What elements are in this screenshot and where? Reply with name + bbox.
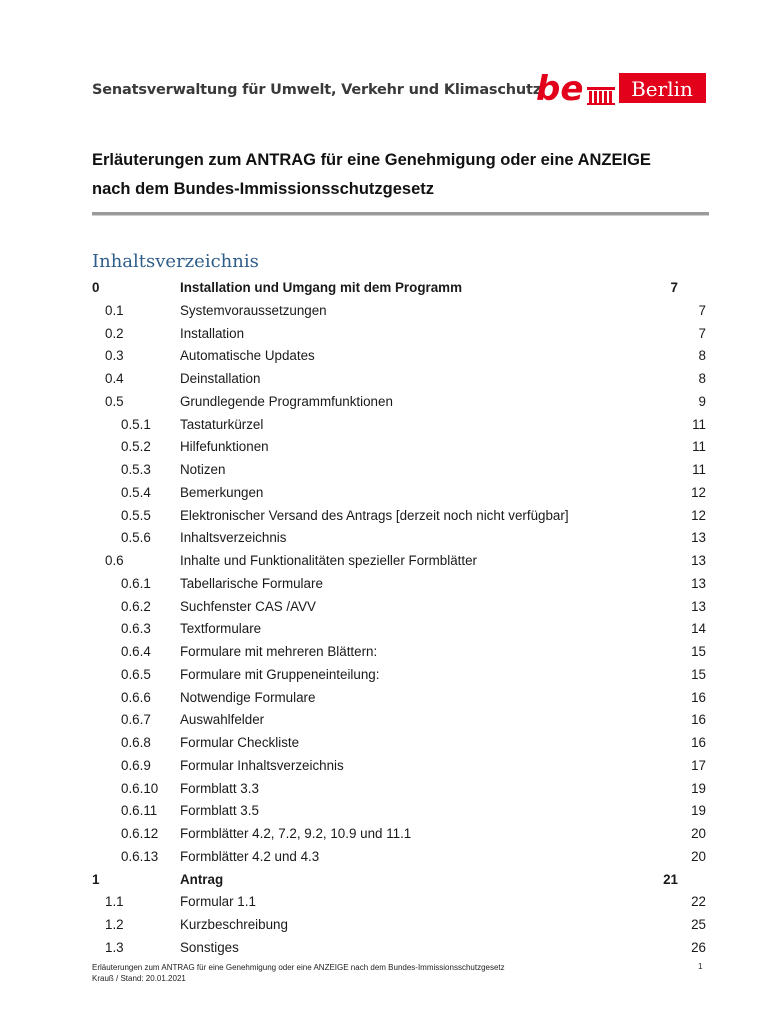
toc-entry[interactable]	[92, 755, 706, 778]
toc-entry[interactable]	[92, 414, 706, 437]
toc-entry-title: Formblatt 3.5	[180, 803, 259, 819]
toc-entry-number: 0.1	[105, 302, 124, 318]
toc-entry-page: 7	[670, 280, 678, 295]
toc-entry-number: 0.6.13	[121, 848, 159, 864]
toc-entry-title: Tastaturkürzel	[180, 416, 264, 432]
toc-entry[interactable]	[92, 527, 706, 550]
toc-entry-number: 0.5.5	[121, 507, 151, 523]
toc-entry-title: Antrag	[180, 871, 224, 887]
toc-entry-title: Suchfenster CAS /AVV	[180, 598, 316, 614]
toc-entry[interactable]	[92, 687, 706, 710]
toc-entry-number: 0.6.9	[121, 757, 151, 773]
toc-entry-title: Formular 1.1	[180, 894, 256, 910]
toc-entry[interactable]	[92, 664, 706, 687]
toc-entry[interactable]	[92, 732, 706, 755]
toc-entry-number: 0.6.2	[121, 598, 151, 614]
toc-entry-number: 0.4	[105, 371, 124, 386]
document-title-line-2: nach dem Bundes-Immissionsschutzgesetz	[92, 180, 434, 198]
toc-entry[interactable]	[92, 573, 706, 596]
toc-entry[interactable]	[92, 914, 706, 937]
toc-entry-number: 0.6.6	[121, 689, 151, 705]
toc-entry-title: Systemvoraussetzungen	[180, 302, 327, 318]
toc-entry-title: Formular Checkliste	[180, 735, 300, 750]
toc-entry-page: 19	[691, 780, 706, 796]
toc-entry[interactable]	[92, 277, 706, 300]
toc-entry-number: 0.5.1	[121, 416, 151, 432]
toc-entry-page: 13	[691, 598, 706, 614]
toc-entry-title: Installation	[180, 325, 245, 341]
logo-be-text: be	[536, 70, 584, 106]
toc-entry-page: 26	[691, 939, 706, 955]
toc-entry-number: 0.5.3	[121, 462, 151, 477]
footer	[92, 962, 505, 984]
toc-heading: Inhaltsverzeichnis	[92, 251, 259, 272]
toc-entry-number: 1	[92, 871, 100, 887]
toc-entry-number: 0.6.7	[121, 712, 151, 728]
toc-entry-title: Automatische Updates	[180, 348, 315, 364]
toc-entry[interactable]	[92, 709, 706, 732]
toc-entry-page: 15	[691, 644, 706, 659]
toc-entry-title: Formblatt 3.3	[180, 780, 259, 796]
toc-entry-number: 1.1	[105, 894, 124, 910]
toc-entry-title: Inhalte und Funktionalitäten spezieller Formblätter	[180, 553, 477, 568]
toc-entry[interactable]	[92, 368, 706, 391]
toc-entry-page: 20	[691, 848, 706, 864]
toc-entry-number: 0.6.4	[121, 644, 151, 659]
toc-entry-title: Hilfefunktionen	[180, 439, 269, 455]
toc-entry-number: 0.5	[105, 393, 124, 409]
berlin-logo	[536, 70, 706, 106]
toc-entry-page: 8	[698, 348, 706, 364]
toc-entry-page: 7	[698, 325, 706, 341]
toc-entry-number: 0.6.11	[121, 803, 158, 819]
toc-entry[interactable]	[92, 823, 706, 846]
toc-entry-page: 13	[691, 575, 706, 591]
toc-entry-title: Formblätter 4.2, 7.2, 9.2, 10.9 und 11.1	[180, 826, 412, 841]
toc-entry-title: Textformulare	[180, 621, 262, 637]
toc-entry-title: Formblätter 4.2 und 4.3	[180, 848, 320, 864]
toc-entry-title: Formular Inhaltsverzeichnis	[180, 757, 344, 773]
table-of-contents	[92, 277, 706, 960]
toc-entry[interactable]	[92, 505, 706, 528]
toc-entry-number: 0.6.5	[121, 666, 151, 682]
toc-entry-page: 17	[691, 757, 706, 773]
toc-entry[interactable]	[92, 323, 706, 346]
toc-entry-page: 19	[691, 803, 706, 819]
logo-city-text: Berlin	[631, 77, 693, 101]
toc-entry[interactable]	[92, 869, 706, 892]
toc-entry[interactable]	[92, 596, 706, 619]
toc-entry[interactable]	[92, 891, 706, 914]
toc-entry-page: 11	[692, 439, 706, 455]
toc-entry-page: 20	[691, 826, 706, 841]
toc-entry[interactable]	[92, 550, 706, 573]
toc-entry-page: 16	[691, 689, 706, 705]
document-title-line-1: Erläuterungen zum ANTRAG für eine Genehmigung oder eine ANZEIGE	[92, 151, 651, 169]
toc-entry-page: 12	[691, 507, 706, 523]
toc-entry-number: 0.6	[105, 553, 124, 568]
toc-entry[interactable]	[92, 345, 706, 368]
toc-entry-page: 13	[691, 530, 706, 546]
toc-entry-number: 0.6.10	[121, 780, 159, 796]
toc-entry-title: Bemerkungen	[180, 484, 264, 500]
toc-entry-page: 22	[691, 894, 706, 910]
toc-entry-page: 14	[691, 621, 706, 637]
toc-entry-number: 0	[92, 280, 100, 295]
toc-entry-title: Auswahlfelder	[180, 712, 265, 728]
toc-entry-page: 12	[691, 484, 706, 500]
toc-entry[interactable]	[92, 618, 706, 641]
toc-entry-title: Kurzbeschreibung	[180, 917, 288, 932]
toc-entry-number: 1.3	[105, 939, 124, 955]
title-divider	[92, 212, 709, 216]
toc-entry[interactable]	[92, 459, 706, 482]
toc-entry[interactable]	[92, 778, 706, 801]
toc-entry[interactable]	[92, 482, 706, 505]
toc-entry-number: 0.5.4	[121, 484, 151, 500]
toc-entry-number: 0.2	[105, 325, 124, 341]
toc-entry-number: 0.5.2	[121, 439, 151, 455]
toc-entry-title: Installation und Umgang mit dem Programm	[180, 280, 462, 295]
toc-entry-title: Notwendige Formulare	[180, 689, 316, 705]
toc-entry-title: Formulare mit Gruppeneinteilung:	[180, 666, 380, 682]
toc-entry-page: 11	[692, 416, 706, 432]
footer-author-date: Krauß / Stand: 20.01.2021	[92, 974, 186, 983]
toc-entry[interactable]	[92, 391, 706, 414]
toc-entry-title: Inhaltsverzeichnis	[180, 530, 287, 546]
toc-entry-page: 11	[692, 462, 706, 477]
toc-entry-title: Sonstiges	[180, 939, 239, 955]
toc-entry-number: 0.6.3	[121, 621, 151, 637]
footer-document-title: Erläuterungen zum ANTRAG für eine Genehmigung oder eine ANZEIGE nach dem Bundes-Immissionsschutzgesetz	[92, 963, 505, 972]
toc-entry-page: 25	[691, 917, 706, 932]
toc-entry[interactable]	[92, 937, 706, 960]
toc-entry[interactable]	[92, 846, 706, 869]
toc-entry-title: Notizen	[180, 462, 226, 477]
toc-entry-title: Deinstallation	[180, 371, 261, 386]
toc-entry-page: 16	[691, 712, 706, 728]
toc-entry-number: 0.6.1	[121, 575, 151, 591]
toc-entry[interactable]	[92, 800, 706, 823]
toc-entry-number: 0.6.12	[121, 826, 159, 841]
toc-entry-number: 0.6.8	[121, 735, 151, 750]
toc-entry-number: 0.5.6	[121, 530, 151, 546]
toc-entry-number: 0.3	[105, 348, 124, 364]
toc-entry-number: 1.2	[105, 917, 124, 932]
brandenburg-gate-icon	[587, 87, 615, 105]
organization-name: Senatsverwaltung für Umwelt, Verkehr und Klimaschutz	[92, 82, 541, 98]
toc-entry-page: 7	[698, 302, 706, 318]
toc-entry[interactable]	[92, 436, 706, 459]
toc-entry-title: Elektronischer Versand des Antrags [derzeit noch nicht verfügbar]	[180, 507, 569, 523]
toc-entry-page: 13	[691, 553, 706, 568]
toc-entry-page: 8	[698, 371, 706, 386]
toc-entry-title: Grundlegende Programmfunktionen	[180, 393, 393, 409]
toc-entry-page: 15	[691, 666, 706, 682]
toc-entry-title: Formulare mit mehreren Blättern:	[180, 644, 378, 659]
toc-entry[interactable]	[92, 300, 706, 323]
toc-entry-page: 21	[663, 871, 678, 887]
toc-entry-page: 16	[691, 735, 706, 750]
toc-entry-page: 9	[698, 393, 706, 409]
toc-entry-title: Tabellarische Formulare	[180, 575, 323, 591]
footer-page-number: 1	[698, 962, 703, 971]
toc-entry[interactable]	[92, 641, 706, 664]
